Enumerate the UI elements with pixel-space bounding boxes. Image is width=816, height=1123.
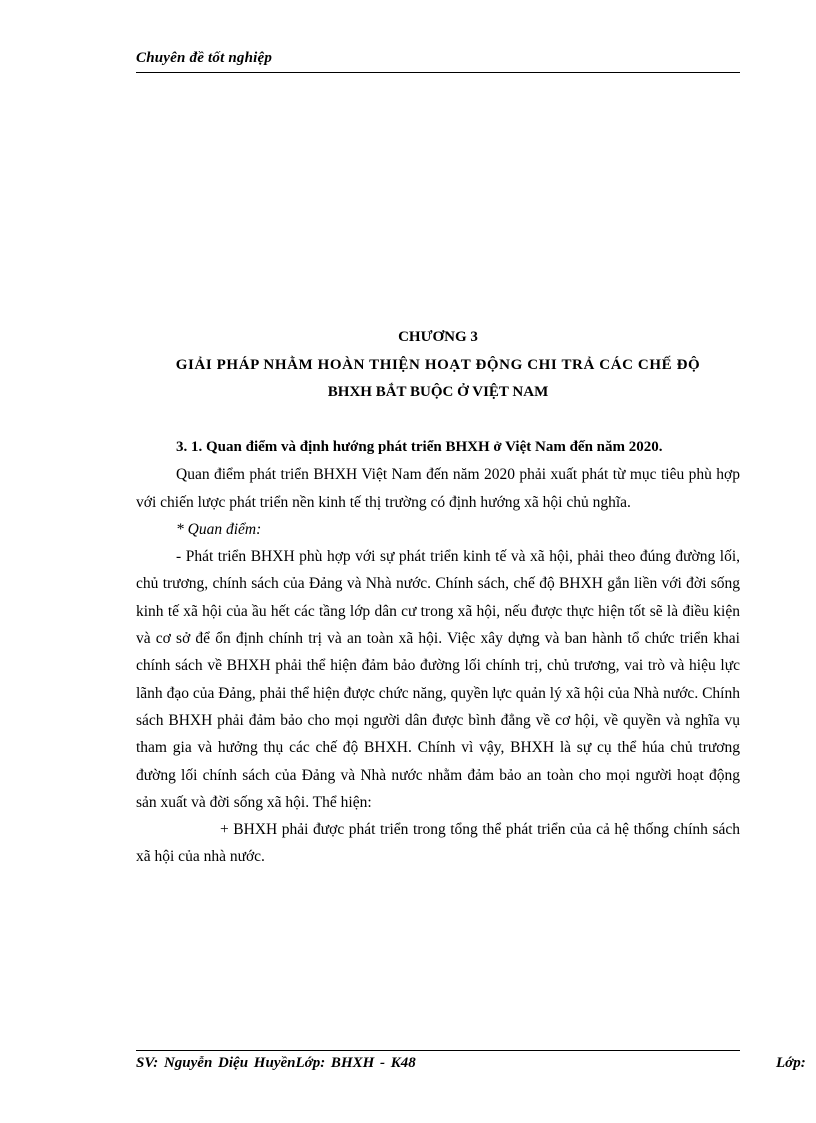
page-header [136, 50, 740, 73]
header-title: Chuyên đề tốt nghiệp [136, 50, 273, 66]
paragraph-intro: Quan điểm phát triển BHXH Việt Nam đến năm 2020 phải xuất phát từ mục tiêu phù hợp với chiến lược phát triển nền kinh tế thị trường có định hướng xã hội chủ nghĩa. [136, 466, 740, 511]
paragraph-viewpoint: - Phát triển BHXH phù hợp với sự phát triển kinh tế và xã hội, phải theo đúng đường lối, chủ trương, chính sách của Đảng và Nhà nước. Chính sách, chế độ BHXH gắn liền với đời sống kinh tế xã hội của ầu hết các tầng lớp dân cư trong xã hội, nếu được thực hiện tốt sẽ là điều kiện và cơ sở để ổn định chính trị và an toàn xã hội. Việc xây dựng và ban hành tổ chức triển khai chính sách về BHXH phải thể hiện đảm bảo đường lối chính trị, chủ trương, vai trò và hiệu lực lãnh đạo của Đảng, phải thể hiện được chức năng, quyền lực quản lý xã hội của Nhà nước. Chính sách BHXH phải đảm bảo cho mọi người dân được bình đẳng về cơ hội, về quyền và nghĩa vụ tham gia và hưởng thụ các chế độ BHXH. Chính vì vậy, BHXH là sự cụ thể húa chủ trương đường lối chính sách của Đảng và Nhà nước nhằm đảm bảo an toàn cho mọi người hoạt động sản xuất và đời sống xã hội. Thể hiện: [136, 548, 740, 811]
chapter-title-line-2: BHXH BẮT BUỘC Ở VIỆT NAM [327, 384, 549, 400]
document-body [136, 434, 740, 871]
footer-divider [136, 1050, 740, 1051]
chapter-title-line-1: GIẢI PHÁP NHẰM HOÀN THIỆN HOẠT ĐỘNG CHI TRẢ CÁC CHẾ ĐỘ [175, 357, 701, 373]
subheading-viewpoint: * Quan điểm: [176, 520, 262, 538]
footer-student-info: SV: Nguyễn Diệu HuyềnLớp: BHXH - K48 [136, 1055, 416, 1071]
section-heading: 3. 1. Quan điểm và định hướng phát triển BHXH ở Việt Nam đến năm 2020. [176, 439, 663, 455]
footer-class-label: Lớp: [776, 1055, 806, 1071]
chapter-number: CHƯƠNG 3 [398, 329, 478, 345]
paragraph-bullet: + BHXH phải được phát triển trong tổng thể phát triển của cả hệ thống chính sách xã hội của nhà nước. [136, 821, 740, 866]
